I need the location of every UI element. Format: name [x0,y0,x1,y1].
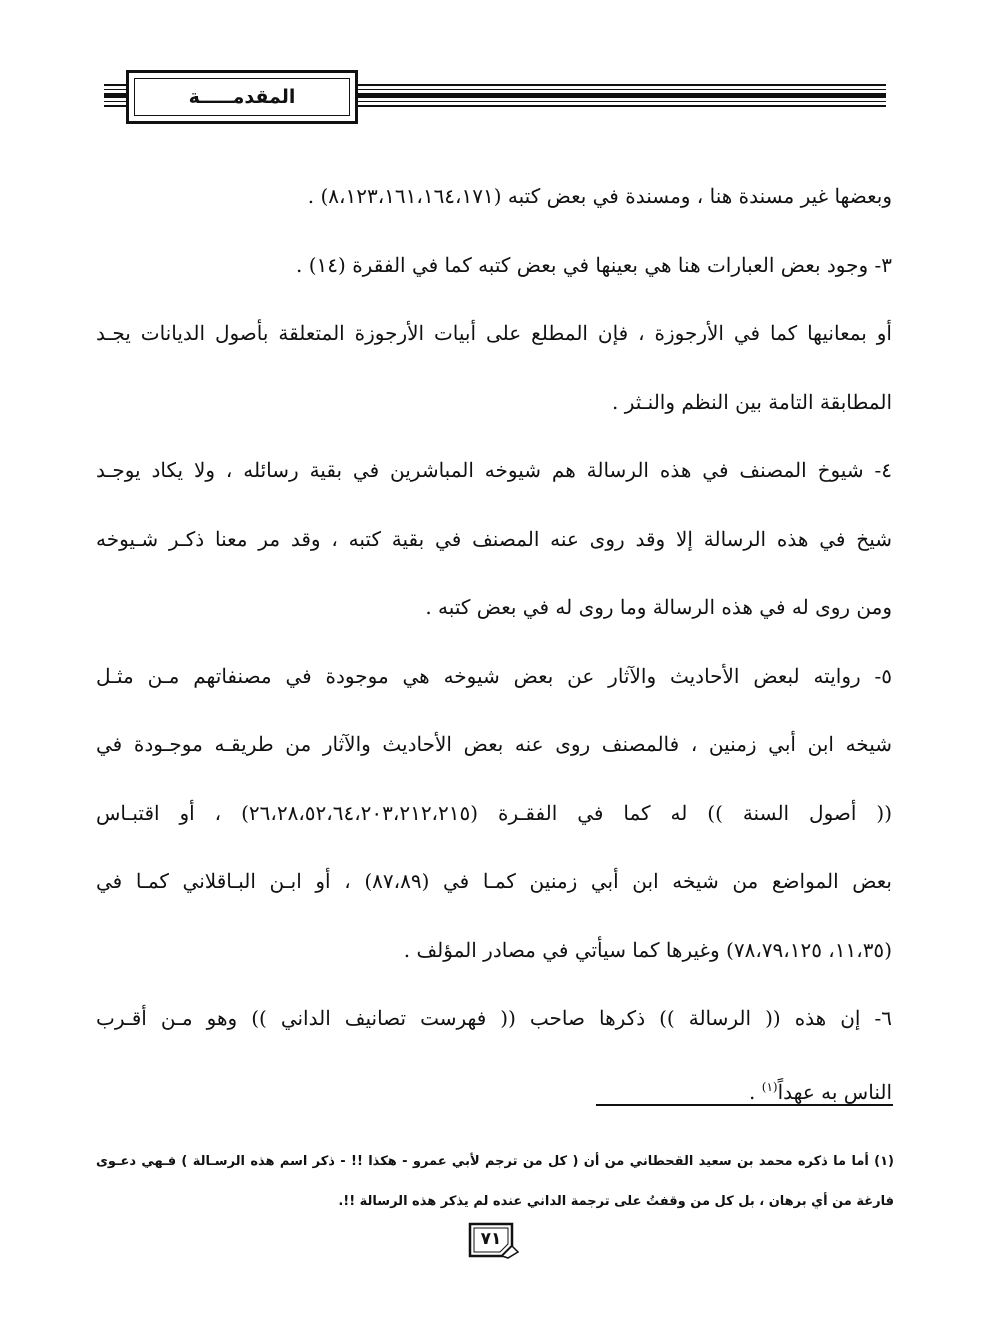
body-line: شيخه ابن أبي زمنين ، فالمصنف روى عنه بعض الأحاديث والآثار من طريقـه موجـودة في [96,732,892,756]
body-line: أو بمعانيها كما في الأرجوزة ، فإن المطلع على أبيات الأرجوزة المتعلقة بأصول الديانات يجـد [96,321,892,345]
header-title-frame [134,78,350,116]
body-line: بعض المواضع من شيخه ابن أبي زمنين كمـا في (٨٧،٨٩) ، أو ابـن البـاقلاني كمـا في [96,869,892,893]
body-line: ٤- شيوخ المصنف في هذه الرسالة هم شيوخه المباشرين في بقية رسائله ، ولا يكاد يوجـد [96,458,892,482]
body-line: ٦- إن هذه (( الرسالة )) ذكرها صاحب (( فهرست تصانيف الداني )) وهو مـن أقـرب [96,1006,892,1030]
body-line: المطابقة التامة بين النظم والنـثر . [612,389,892,414]
body-line: وبعضها غير مسندة هنا ، ومسندة في بعض كتبه (٨،١٢٣،١٦١،١٦٤،١٧١) . [307,184,892,208]
footnote-line: فارغة من أي برهان ، بل كل من وقفتُ على ترجمة الداني عنده لم يذكر هذه الرسالة !!. [338,1194,894,1209]
header-title-box [126,70,358,124]
header-title: المقدمـــــة [188,86,296,108]
page-number: ٧١ [480,1229,502,1249]
body-line: ومن روى له في هذه الرسالة وما روى له في بعض كتبه . [425,595,892,619]
footnote-separator [596,1104,893,1106]
footnote-line: (١) أما ما ذكره محمد بن سعيد القحطاني من أن ( كل من ترجم لأبي عمرو - هكذا !! - ذكر اسم هذه الرسـالة ) فـهي دعـوى [96,1154,894,1169]
footnotes [96,1142,894,1222]
body-line-final-text: الناس به عهداً [777,1079,892,1104]
body-line-final-end: . [749,1079,762,1104]
body-text [96,162,892,1121]
body-line-final [96,1053,892,1122]
footnote-reference[interactable]: (١) [761,1079,778,1094]
page-number-badge [468,1222,524,1260]
body-line: (١١،٣٥، ٧٨،٧٩،١٢٥) وغيرها كما سيأتي في مصادر المؤلف . [403,937,892,962]
body-line: ٥- روايته لبعض الأحاديث والآثار عن بعض شيوخه هي موجودة في مصنفاتهم مـن مثـل [96,663,892,688]
page-header [104,70,886,126]
body-line: شيخ في هذه الرسالة إلا وقد روى عنه المصنف في بقية كتبه ، وقد مر معنا ذكـر شـيوخه [96,526,892,551]
body-line: (( أصول السنة )) له كما في الفقـرة (٢٦،٢٨،٥٢،٦٤،٢٠٣،٢١٢،٢١٥) ، أو اقتبـاس [96,800,892,825]
body-line: ٣- وجود بعض العبارات هنا هي بعينها في بعض كتبه كما في الفقرة (١٤) . [296,252,892,277]
